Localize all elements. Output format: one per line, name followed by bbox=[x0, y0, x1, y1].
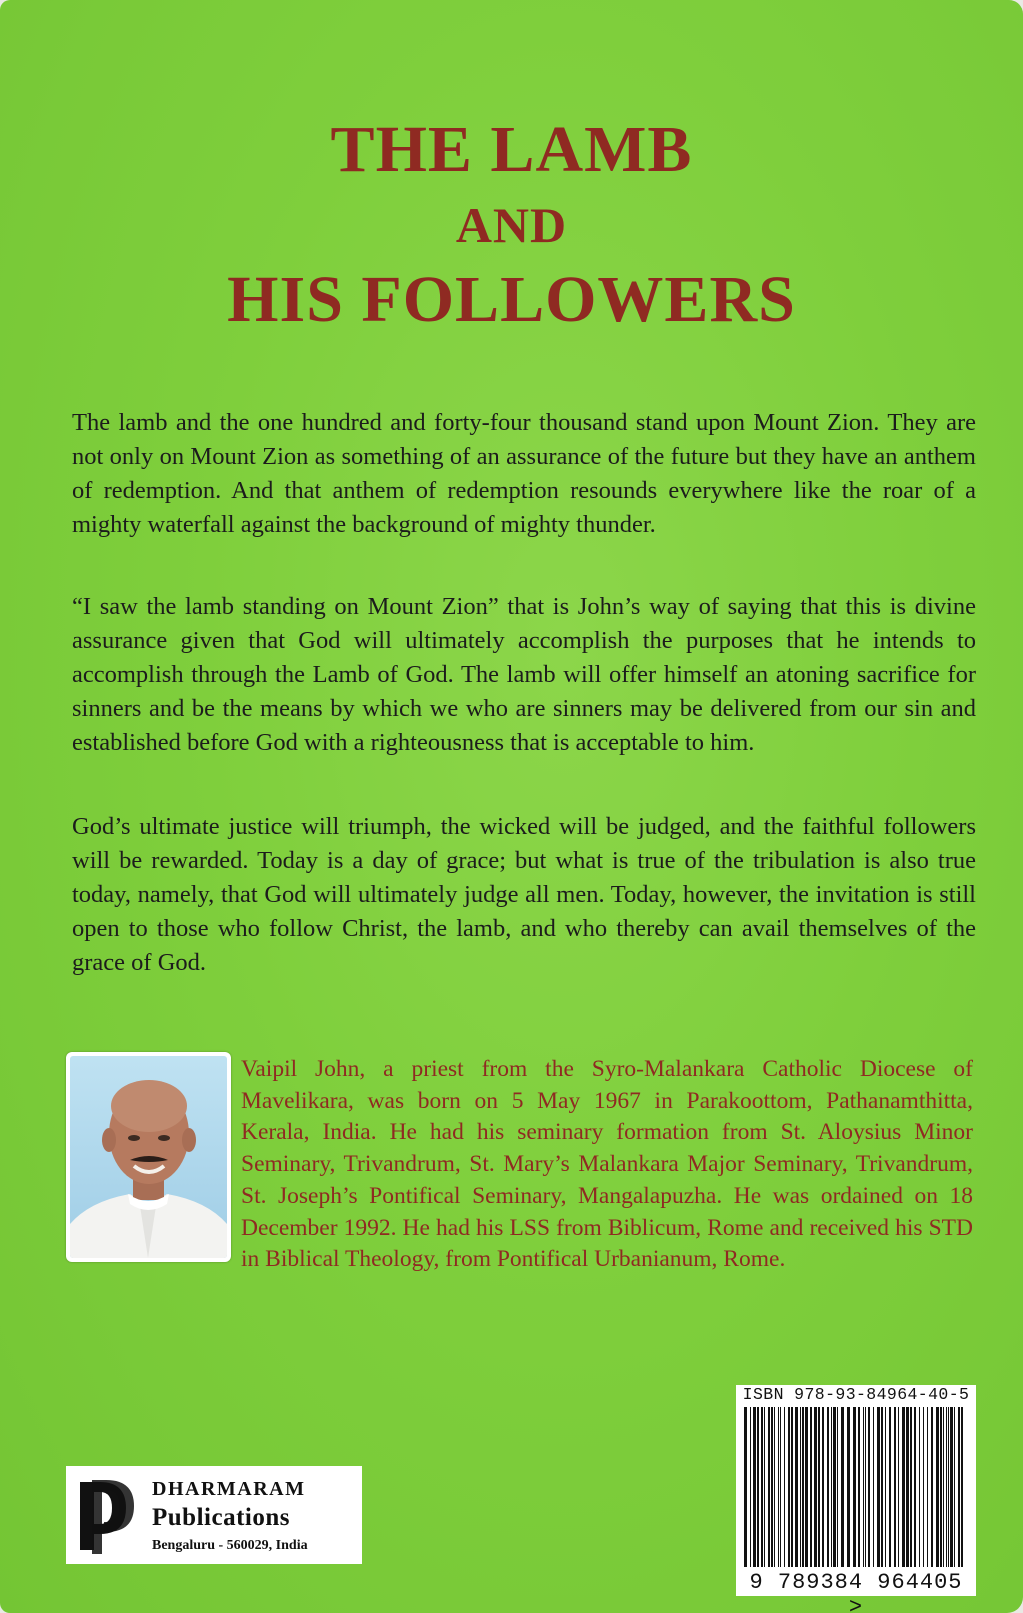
author-portrait-icon bbox=[70, 1056, 227, 1258]
barcode-bars-icon bbox=[742, 1407, 970, 1571]
publisher-subname: Publications bbox=[152, 1504, 290, 1531]
title-line-1: THE LAMB bbox=[330, 113, 693, 186]
title-line-2: AND bbox=[455, 197, 568, 253]
blurb-paragraph-3: God’s ultimate justice will triumph, the wicked will be judged, and the faithful followers will be rewarded. Today is a day of grace; but what is true of the tribulation is also true today, namely, that God will ultimately judge all men. Today, however, the invitation is still open to those who follow Christ, the lamb, and who thereby can avail themselves of the grace of God. bbox=[72, 813, 976, 976]
author-bio: Vaipil John, a priest from the Syro-Malankara Catholic Diocese of Mavelikara, was born on 5 May 1967 in Parakoottom, Pathanamthitta, Kerala, India. He had his seminary formation from St. Aloysius Minor Seminary, Trivandrum, St. Mary’s Malankara Major Seminary, Trivandrum, St. Joseph’s Pontifical Seminary, Mangalapuzha. He was ordained on 18 December 1992. He had his LSS from Biblicum, Rome and received his STD in Biblical Theology, from Pontifical Urbanianum, Rome. bbox=[241, 1056, 973, 1273]
publisher-address: Bengaluru - 560029, India bbox=[152, 1538, 308, 1553]
blurb-paragraph-2: “I saw the lamb standing on Mount Zion” that is John’s way of saying that this is divine assurance given that God will ultimately accomplish the purposes that he intends to accomplish through the Lamb of God. The lamb will offer himself an atoning sacrifice for sinners and be the means by which we who are sinners may be delivered from our sin and established before God with a righteousness that is acceptable to him. bbox=[72, 593, 976, 756]
barcode bbox=[736, 1385, 976, 1613]
publisher-dp-logo-icon bbox=[74, 1476, 140, 1556]
blurb-paragraph-1: The lamb and the one hundred and forty-four thousand stand upon Mount Zion. They are not only on Mount Zion as something of an assurance of the future but they have an anthem of redemption. And that anthem of redemption resounds everywhere like the roar of a mighty waterfall against the background of mighty thunder. bbox=[72, 409, 976, 538]
title-line-3: HIS FOLLOWERS bbox=[227, 263, 796, 336]
barcode-digits: 9 789384 964405 > bbox=[749, 1570, 963, 1613]
publisher-logo-box bbox=[66, 1466, 362, 1564]
author-photo bbox=[66, 1052, 231, 1262]
isbn-label: ISBN 978-93-84964-40-5 bbox=[742, 1385, 970, 1404]
publisher-name: DHARMARAM bbox=[152, 1478, 306, 1500]
